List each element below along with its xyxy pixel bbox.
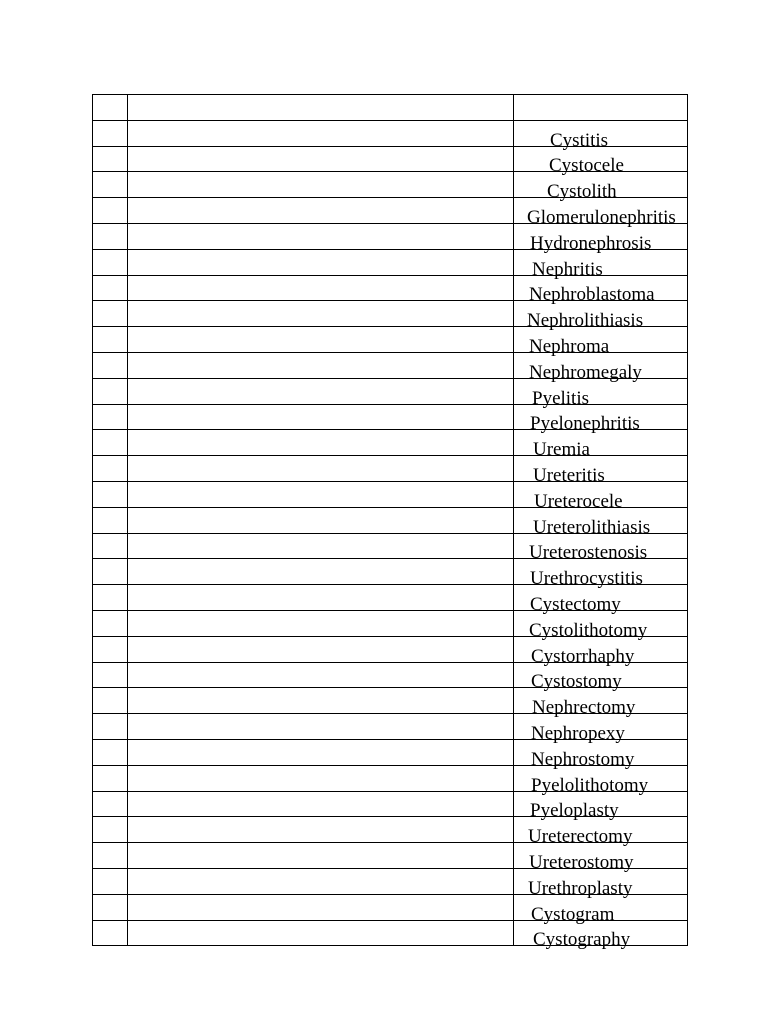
term-cell xyxy=(514,198,688,228)
term-cell xyxy=(514,533,688,564)
definition-cell xyxy=(128,817,514,843)
definition-cell xyxy=(128,120,514,146)
definition-cell xyxy=(128,352,514,378)
definition-cell xyxy=(128,456,514,482)
term-text: Nephroblastoma xyxy=(529,284,655,306)
row-number-cell xyxy=(93,843,128,869)
term-cell xyxy=(514,894,688,925)
definition-cell xyxy=(128,739,514,765)
table-row xyxy=(93,920,688,946)
row-number-cell xyxy=(93,791,128,817)
row-number-cell xyxy=(93,249,128,275)
row-number-cell xyxy=(93,559,128,585)
definition-cell xyxy=(128,249,514,275)
term-text: Nephrostomy xyxy=(531,748,635,770)
row-number-cell xyxy=(93,352,128,378)
definition-cell xyxy=(128,894,514,920)
table-row xyxy=(93,868,688,894)
term-cell xyxy=(514,378,688,409)
definition-cell xyxy=(128,275,514,301)
term-text: Nephrectomy xyxy=(532,697,636,719)
table-row xyxy=(93,404,688,430)
table-row xyxy=(93,843,688,869)
row-number-cell xyxy=(93,688,128,714)
term-cell xyxy=(514,327,688,357)
row-number-cell xyxy=(93,275,128,301)
term-text: Pyelolithotomy xyxy=(531,774,649,796)
table-row xyxy=(93,739,688,765)
definition-cell xyxy=(128,636,514,662)
definition-cell xyxy=(128,301,514,327)
table-row xyxy=(93,223,688,249)
definition-cell xyxy=(128,765,514,791)
row-number-cell xyxy=(93,120,128,146)
definition-cell xyxy=(128,843,514,869)
row-number-cell xyxy=(93,481,128,507)
definition-cell xyxy=(128,533,514,559)
table-row xyxy=(93,636,688,662)
term-text: Ureterectomy xyxy=(528,826,633,848)
table-row xyxy=(93,894,688,920)
term-text: Uremia xyxy=(533,439,590,461)
row-number-cell xyxy=(93,868,128,894)
row-number-cell xyxy=(93,198,128,224)
table-row xyxy=(93,172,688,198)
table-row xyxy=(93,585,688,611)
term-text: Urethrocystitis xyxy=(530,568,643,590)
row-number-cell xyxy=(93,636,128,662)
term-cell xyxy=(514,507,688,538)
term-cell xyxy=(514,765,688,796)
term-cell xyxy=(514,739,688,770)
term-cell xyxy=(514,456,688,486)
row-number-cell xyxy=(93,507,128,533)
term-text: Cystorrhaphy xyxy=(531,645,635,667)
table-row xyxy=(93,610,688,636)
term-cell xyxy=(514,301,688,332)
term-text: Ureterostomy xyxy=(529,851,634,873)
row-number-cell xyxy=(93,172,128,198)
row-number-cell xyxy=(93,739,128,765)
term-text: Ureteritis xyxy=(533,464,605,486)
definition-cell xyxy=(128,327,514,353)
term-text: Hydronephrosis xyxy=(530,232,652,254)
term-cell xyxy=(514,868,688,899)
definition-cell xyxy=(128,378,514,404)
table-row xyxy=(93,327,688,353)
table-row xyxy=(93,765,688,791)
term-text: Nephroma xyxy=(529,335,610,357)
table-row xyxy=(93,301,688,327)
row-number-cell xyxy=(93,456,128,482)
term-text: Nephritis xyxy=(532,258,603,280)
term-cell xyxy=(514,172,688,203)
definition-cell xyxy=(128,714,514,740)
table-row xyxy=(93,559,688,585)
definition-cell xyxy=(128,198,514,224)
term-text: Cystostomy xyxy=(531,671,622,693)
row-number-cell xyxy=(93,610,128,636)
header-cell-term xyxy=(514,95,688,121)
term-text: Cystogram xyxy=(531,903,615,925)
term-cell xyxy=(514,610,688,641)
term-cell xyxy=(514,843,688,873)
table-row xyxy=(93,714,688,740)
term-text: Nephrolithiasis xyxy=(527,310,644,332)
header-cell-definition xyxy=(128,95,514,121)
terms-table-body xyxy=(93,95,688,951)
definition-cell xyxy=(128,172,514,198)
term-cell xyxy=(514,146,688,177)
term-cell xyxy=(514,430,688,461)
definition-cell xyxy=(128,585,514,611)
term-cell xyxy=(514,481,688,512)
term-cell xyxy=(514,688,688,719)
table-row xyxy=(93,352,688,378)
term-text: Nephromegaly xyxy=(529,361,642,383)
term-text: Cystolithotomy xyxy=(529,619,648,641)
table-row xyxy=(93,817,688,843)
term-cell xyxy=(514,636,688,667)
term-text: Cystography xyxy=(533,929,631,951)
term-cell xyxy=(514,249,688,280)
table-row xyxy=(93,120,688,146)
term-text: Pyeloplasty xyxy=(530,800,619,822)
table-row xyxy=(93,275,688,301)
term-cell xyxy=(514,223,688,254)
row-number-cell xyxy=(93,404,128,430)
row-number-cell xyxy=(93,533,128,559)
term-cell xyxy=(514,662,688,693)
definition-cell xyxy=(128,146,514,172)
table-row xyxy=(93,533,688,559)
table-row xyxy=(93,378,688,404)
definition-cell xyxy=(128,688,514,714)
row-number-cell xyxy=(93,817,128,843)
definition-cell xyxy=(128,662,514,688)
table-row xyxy=(93,688,688,714)
row-number-cell xyxy=(93,327,128,353)
table-row xyxy=(93,507,688,533)
term-text: Cystitis xyxy=(550,129,609,151)
term-cell xyxy=(514,120,688,151)
table-row xyxy=(93,481,688,507)
term-text: Cystectomy xyxy=(530,593,621,615)
term-cell xyxy=(514,275,688,306)
row-number-cell xyxy=(93,765,128,791)
term-cell xyxy=(514,920,688,951)
definition-cell xyxy=(128,481,514,507)
definition-cell xyxy=(128,920,514,946)
term-text: Nephropexy xyxy=(531,722,625,744)
definition-cell xyxy=(128,868,514,894)
table-row xyxy=(93,249,688,275)
definition-cell xyxy=(128,791,514,817)
term-cell xyxy=(514,817,688,848)
row-number-cell xyxy=(93,585,128,611)
table-row xyxy=(93,791,688,817)
table-row xyxy=(93,456,688,482)
term-text: Cystolith xyxy=(547,181,617,203)
term-text: Pyelonephritis xyxy=(530,413,640,435)
row-number-cell xyxy=(93,662,128,688)
row-number-cell xyxy=(93,378,128,404)
term-cell xyxy=(514,404,688,435)
definition-cell xyxy=(128,223,514,249)
row-number-cell xyxy=(93,430,128,456)
term-text: Cystocele xyxy=(549,155,624,177)
definition-cell xyxy=(128,430,514,456)
row-number-cell xyxy=(93,714,128,740)
term-text: Ureterostenosis xyxy=(529,542,648,564)
table-row xyxy=(93,430,688,456)
table-header-row xyxy=(93,95,688,121)
term-text: Ureterolithiasis xyxy=(533,516,651,538)
term-cell xyxy=(514,714,688,744)
row-number-cell xyxy=(93,920,128,946)
definition-cell xyxy=(128,507,514,533)
header-cell-number xyxy=(93,95,128,121)
row-number-cell xyxy=(93,146,128,172)
table-row xyxy=(93,198,688,224)
term-text: Glomerulonephritis xyxy=(527,206,676,228)
term-cell xyxy=(514,791,688,822)
table-row xyxy=(93,662,688,688)
term-cell xyxy=(514,559,688,590)
definition-cell xyxy=(128,559,514,585)
terms-table xyxy=(92,94,688,951)
row-number-cell xyxy=(93,223,128,249)
term-cell xyxy=(514,352,688,383)
term-text: Ureterocele xyxy=(534,490,623,512)
table-row xyxy=(93,146,688,172)
row-number-cell xyxy=(93,301,128,327)
row-number-cell xyxy=(93,894,128,920)
definition-cell xyxy=(128,610,514,636)
term-cell xyxy=(514,585,688,615)
term-text: Urethroplasty xyxy=(528,877,633,899)
term-text: Pyelitis xyxy=(532,387,590,409)
definition-cell xyxy=(128,404,514,430)
